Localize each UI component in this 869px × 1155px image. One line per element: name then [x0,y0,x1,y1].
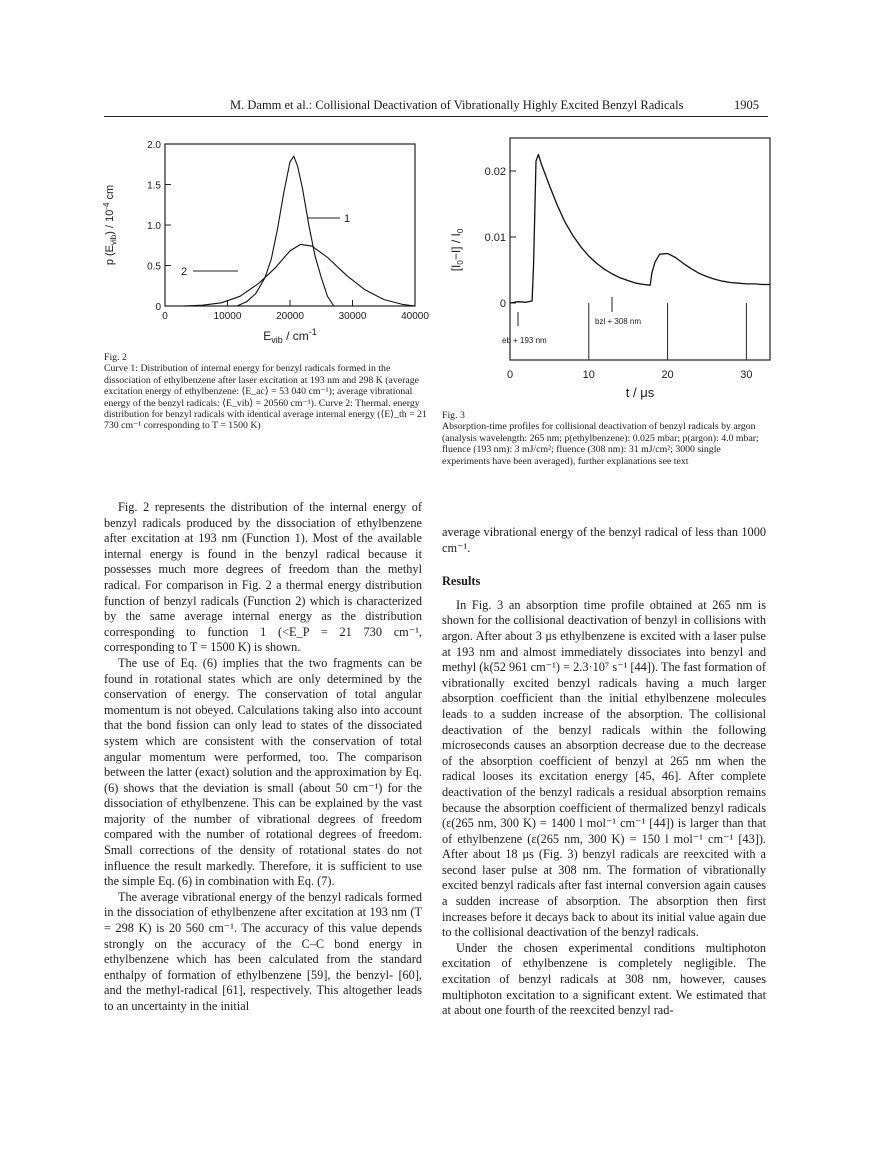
fig2-x-tick-label: 10000 [213,311,242,322]
running-title: M. Damm et al.: Collisional Deactivation of Vibrationally Highly Excited Benzyl Radicals [230,98,684,112]
figure-3-label: Fig. 3 [442,410,465,421]
fig3-annotation-193: eb + 193 nm [502,336,547,345]
fig3-y-tick-label: 0 [499,298,506,310]
fig3-y-tick-label: 0.02 [484,166,506,178]
fig3-x-axis-label: t / μs [625,385,655,400]
fig2-x-tick-label: 0 [162,311,168,322]
right-paragraph-1: In Fig. 3 an absorption time profile obtained at 265 nm is shown for the collisional deactivation of benzyl in collisions with argon. After about 3 μs ethylbenzene is excited with a laser pulse at 193 nm and almost immediately dissociates into benzyl and methyl (k(52 961 cm⁻¹) = 2.3·10⁷ s⁻¹ [44]). The fast formation of vibrationally excited benzyl radicals having a much larger absorption coefficient than the initial ethylbenzene molecules leads to a sudden increase of the absorption. The collisional deactivation of the benzyl radicals within the following microseconds causes an absorption decrease due to the decrease of the absorption coefficient of benzyl at 265 nm when the radical looses its excitation energy [45, 46]. After complete deactivation of the benzyl radicals a residual absorption remains because the absorption coefficient of thermalized benzyl radicals (ε(265 nm, 300 K) = 1400 l mol⁻¹ cm⁻¹ [44]) is larger than that of ethylbenzene (ε(265 nm, 300 K) = 150 l mol⁻¹ cm⁻¹ [43]). After about 18 μs (Fig. 3) benzyl radicals are reexcited with a second laser pulse at 308 nm. The formation of vibrationally excited benzyl radicals after fast internal conversion again causes a sudden increase of absorption. The absorption then first increases before it decays back to about its initial value again due to the collisional deactivation of the benzyl radicals. [442,597,766,940]
fig3-x-tick-label: 0 [506,369,514,381]
page-number: 1905 [734,98,759,112]
fig2-curve-label-2: 2 [181,266,188,278]
fig2-series-2 [184,244,415,306]
fig2-series-1 [237,156,334,306]
right-column [442,525,766,1019]
fig3-plot-frame [510,138,770,360]
fig3-x-tick-label: 30 [740,369,753,381]
header-rule [104,116,768,117]
figure-3-caption [442,410,766,467]
fig2-y-tick-label: 1.5 [147,180,161,192]
figure-3-caption-text: Absorption-time profiles for collisional deactivation of benzyl radicals by argon (analysis wavelength: 265 nm; p(ethylbenzene): 0.025 mbar; p(argon): 4.0 mbar; fluence (193 nm): 3 mJ/cm²; fluence (308 nm): 31 mJ/cm²; 3000 single experiments have been averaged), further explanations see text [442,421,759,467]
fig3-series-0 [510,155,770,304]
left-paragraph-2: The use of Eq. (6) implies that the two fragments can be found in rotational states which are only determined by the conservation of energy. The conservation of total angular momentum is not obeyed. Calculations taking also into account that the bond fission can only lead to states of the dissociated system which are consistent with the conservation of total angular momentum were performed, too. The comparison between the latter (exact) solution and the approximation by Eq. (6) shows that the deviation is small (about 50 cm⁻¹) for the dissociation of ethylbenzene. This can be explained by the vast majority of the number of vibrational degrees of freedom compared with the number of rotational degrees of freedom. Small corrections of the density of rotational states do not influence the result markedly. Therefore, it is sufficient to use the simple Eq. (6) in combination with Eq. (7). [104,655,422,889]
fig2-x-tick-label: 20000 [276,311,304,322]
fig3-x-tick-label: 10 [582,369,595,381]
figure-2-label: Fig. 2 [104,352,127,363]
running-head [0,96,869,116]
fig3-x-tick-label: 20 [661,369,674,381]
fig2-x-tick-label: 40000 [401,311,429,322]
fig3-y-axis-label: $[I_0-I] / I_0$ [449,228,465,272]
figure-2-caption-text: Curve 1: Distribution of internal energy for benzyl radicals formed in the dissociation of ethylbenzene after laser excitation at 193 nm and 298 K (average excitation energy of ethylbenzene: ⟨E_ac⟩ = 53 040 cm⁻¹); average vibrational energy of the benzyl radicals: ⟨E_vib⟩ = 20560 cm⁻¹). Curve 2: Thermal. energy distribution for benzyl radicals with identical average internal energy (⟨E⟩_th = 21 730 cm⁻¹ corresponding to T = 1500 K) [104,363,427,432]
fig2-x-tick-label: 30000 [338,311,367,322]
right-paragraph-0: average vibrational energy of the benzyl radical of less than 1000 cm⁻¹. [442,525,766,555]
fig2-y-tick-label: 0 [155,302,161,313]
fig2-y-axis-label: p $(E_{vib}) / 10^{-4}$ cm [102,184,118,266]
left-column [104,500,422,1015]
fig2-y-tick-label: 2.0 [147,140,161,151]
results-heading: Results [442,574,481,589]
left-paragraph-1: Fig. 2 represents the distribution of the internal energy of benzyl radicals produced by the dissociation of ethylbenzene after excitation at 193 nm (Function 1). Most of the available internal energy is found in the benzyl radical because it possesses much more degrees of freedom than the methyl radical. For comparison in Fig. 2 a thermal energy distribution function of benzyl radicals (Function 2) which is characterized by the same average internal energy as the distribution corresponding to function 1 (<E_P = 21 730 cm⁻¹, corresponding to T = 1500 K) is shown. [104,500,422,655]
fig3-annotation-308: bzl + 308 nm [595,317,642,326]
figure-2-chart [85,132,445,350]
fig2-plot-frame [165,144,415,306]
fig2-y-tick-label: 0.5 [147,261,161,273]
fig2-x-axis-label: $E_{vib} / cm^{-1}$ [263,327,317,345]
figure-2-caption [104,352,434,432]
fig2-y-tick-label: 1.0 [147,221,161,232]
fig3-y-tick-label: 0.01 [484,232,506,244]
left-paragraph-3: The average vibrational energy of the benzyl radicals formed in the dissociation of ethylbenzene after excitation at 193 nm (T = 298 K) is 20 560 cm⁻¹. The accuracy of this value depends strongly on the accuracy of the C–C bond energy in ethylbenzene which has been calculated from the standard enthalpy of formation of ethylbenzene [59], the benzyl- [60], and the methyl-radical [61], respectively. This altogether leads to an uncertainty in the initial [104,889,422,1013]
right-paragraph-2: Under the chosen experimental conditions multiphoton excitation of ethylbenzene is completely negligible. The excitation of benzyl radicals at 308 nm, however, causes multiphoton excitation to a significant extent. We estimated that at about one fourth of the reexcited benzyl rad- [442,940,766,1018]
figure-3-chart [440,132,780,402]
fig2-curve-label-1: 1 [344,213,351,225]
